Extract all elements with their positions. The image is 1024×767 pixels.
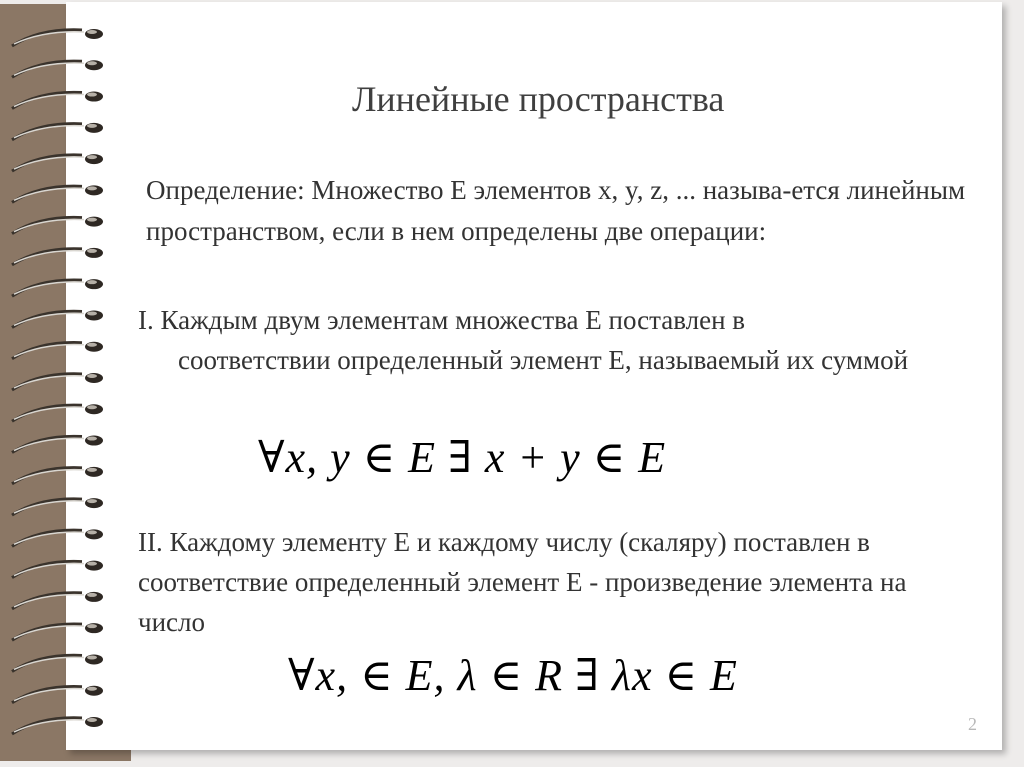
binding-ring xyxy=(12,654,103,671)
definition-text: Определение: Множество Е элементов x, y, z, ... называ-ется линейным пространством, если в нем определены две операции: xyxy=(146,175,966,246)
operation-one-lead: I. Каждым двум элементам множества Е поставлен в xyxy=(138,305,746,335)
slide-title: Линейные пространства xyxy=(352,79,725,119)
scalar-product-formula: ∀x, ∈ E, λ ∈ R ∃ λx ∈ E xyxy=(288,651,738,700)
binding-ring xyxy=(12,342,103,359)
binding-ring xyxy=(12,404,103,421)
binding-ring xyxy=(12,529,103,546)
binding-ring xyxy=(12,717,103,734)
binding-ring xyxy=(12,592,103,609)
binding-ring xyxy=(12,217,103,234)
binding-ring xyxy=(12,436,103,453)
binding-ring xyxy=(12,623,103,640)
binding-ring xyxy=(12,185,103,202)
binding-ring xyxy=(12,561,103,578)
binding-ring xyxy=(12,60,103,77)
spiral-binding-icon xyxy=(0,0,131,767)
binding-ring xyxy=(12,373,103,390)
operation-one-continuation: соответствии определенный элемент Е, называемый их суммой xyxy=(178,345,909,375)
sum-formula: ∀x, y ∈ E ∃ x + y ∈ E xyxy=(258,433,667,482)
binding-ring xyxy=(12,686,103,703)
binding-ring xyxy=(12,498,103,515)
page-number: 2 xyxy=(968,714,977,734)
operation-two: II. Каждому элементу Е и каждому числу (скаляру) поставлен в соответствие определенный элемент Е - произведение элемента на число xyxy=(138,527,907,637)
binding-ring xyxy=(12,248,103,265)
binding-ring xyxy=(12,29,103,46)
binding-ring xyxy=(12,467,103,484)
binding-ring xyxy=(12,154,103,171)
operation-one xyxy=(138,300,958,380)
binding-ring xyxy=(12,279,103,296)
binding-ring xyxy=(12,310,103,327)
binding-ring xyxy=(12,92,103,109)
binding-ring xyxy=(12,123,103,140)
